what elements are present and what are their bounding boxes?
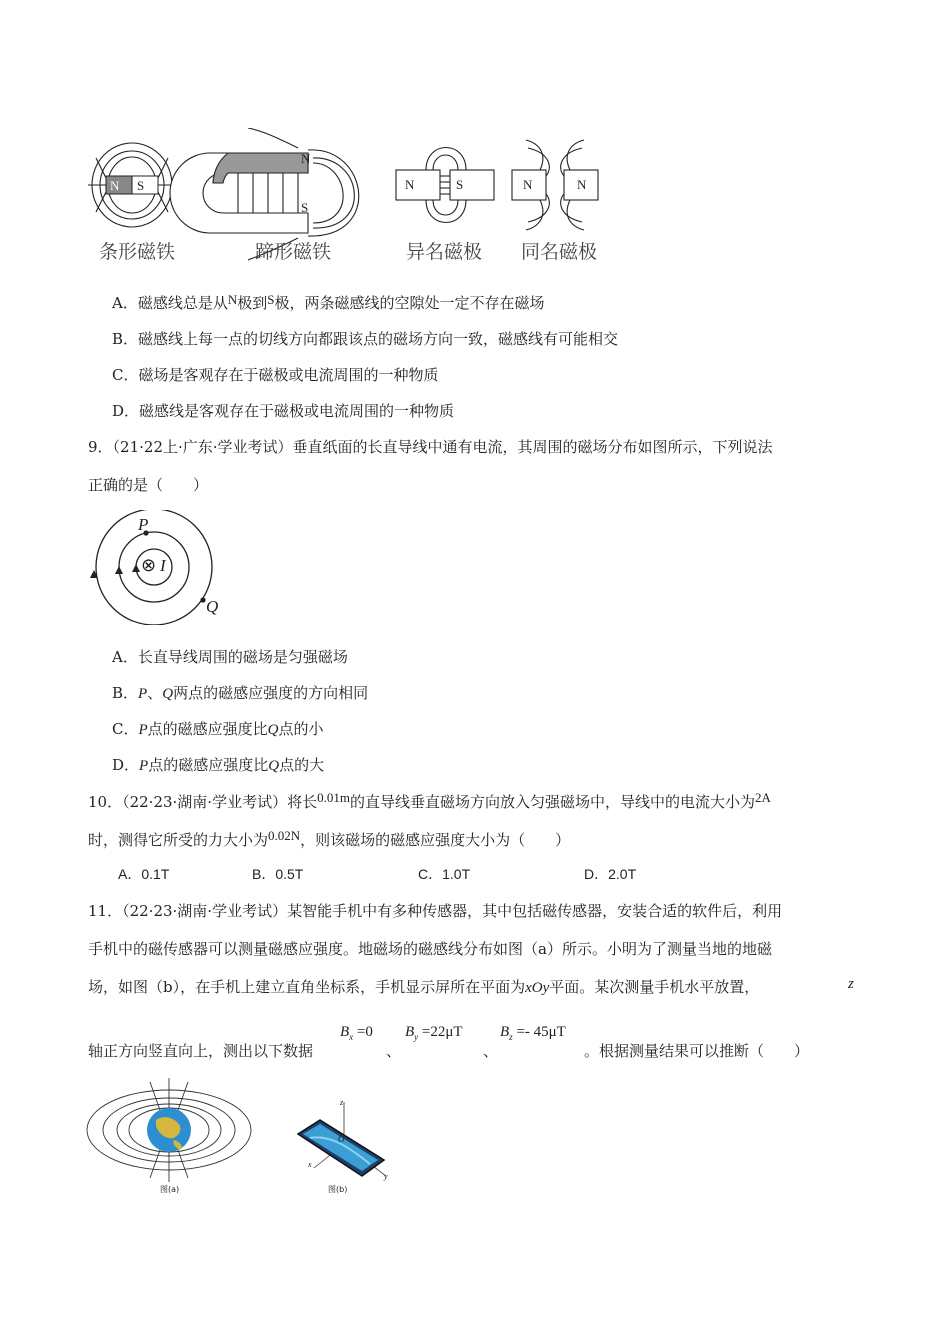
q9-option-d[interactable] [112,754,324,775]
unlike-n-label: N [405,177,415,192]
q10-option-a[interactable]: A．0.1T [118,866,170,882]
earth-magnetic-field-figure [84,1078,254,1188]
b-symbol: B [405,1024,415,1040]
option-letter: C． [112,366,139,384]
bar-magnet-s [132,176,158,194]
q10-length: 0.01m [317,790,350,805]
q9-option-b[interactable] [112,682,368,703]
subscript: y [414,1032,419,1042]
value: =22μT [418,1024,463,1040]
current-i-label: I [160,556,166,575]
q11-stem-line4-start: 轴正方向竖直向上，测出以下数据 [88,1042,314,1060]
q8-option-c[interactable] [112,364,439,385]
q10-text: 时，测得它所受的力大小为 [88,831,269,849]
var-p: P [138,686,148,702]
option-letter: A． [112,294,138,312]
option-letter: C． [112,720,139,738]
option-text: 极，两条磁感线的空隙处一定不存在磁场 [274,294,545,312]
subscript: z [509,1032,513,1042]
point-p-label: P [138,515,149,534]
caption-bar-magnet: 条形磁铁 [99,241,176,263]
q9-stem-line2: 正确的是（ ） [88,476,209,494]
var-q: Q [267,722,279,738]
point-q-label: Q [206,597,219,616]
option-letter: B． [112,330,139,348]
q10-stem-line1 [88,790,771,812]
option-text: 点的磁感应强度比 [147,720,268,738]
horseshoe-s-label: S [301,200,309,215]
q10-text: 的直导线垂直磁场方向放入匀强磁场中，导线中的电流大小为 [349,793,755,811]
separator: 、 [386,1042,402,1060]
formula-bx [340,1024,373,1042]
q8-option-a[interactable] [112,292,545,313]
unlike-s-label: S [456,177,464,192]
option-letter: A． [112,648,138,666]
option-letter: D． [112,756,140,774]
separator: 、 [483,1042,499,1060]
q10-option-d[interactable]: D．2.0T [584,866,637,882]
formula-bz [500,1024,566,1042]
formula-by [405,1024,463,1042]
caption-unlike-poles: 异名磁极 [406,241,483,263]
q9-option-c[interactable] [112,718,324,739]
var-p: P [139,758,149,774]
q10-stem-line2 [88,828,570,850]
q11-text: 平面。某次测量手机水平放置， [549,978,760,996]
q10-text: ，则该磁场的磁感应强度大小为（ ） [300,831,571,849]
value: =0 [353,1024,373,1040]
like-n-label-2: N [577,177,587,192]
like-n-label-1: N [523,177,533,192]
caption-horseshoe-magnet: 蹄形磁铁 [255,241,332,263]
q10-force: 0.02N [268,828,301,843]
value: =- 45μT [512,1024,566,1040]
option-text: 点的小 [278,720,324,738]
q10-current: 2A [754,790,771,805]
q8-option-d[interactable] [112,400,454,421]
bar-s-label: S [137,178,145,193]
figure-b-caption: 图(b) [328,1185,348,1194]
subscript: x [349,1032,354,1042]
xoy-plane: xOy [525,980,550,996]
q11-stem-line1: 11．（22·23·湖南·学业考试）某智能手机中有多种传感器，其中包括磁传感器，安装合适的软件后，利用 [88,902,783,920]
b-symbol: B [500,1024,510,1040]
option-text: 长直导线周围的磁场是匀强磁场 [137,648,348,666]
y-axis-label: y [384,1172,388,1181]
q11-stem-line3 [88,976,759,997]
s-pole-symbol: S [267,292,275,307]
bar-n-label: N [110,178,120,193]
horseshoe-n-label: N [301,151,311,166]
q11-stem-line2: 手机中的磁传感器可以测量磁感应强度。地磁场的磁感线分布如图（a）所示。小明为了测量当地的地磁 [88,940,772,958]
q10-option-b[interactable]: B．0.5T [252,866,304,882]
option-letter: D． [112,402,140,420]
q11-stem-line4-end: 。根据测量结果可以推断（ ） [584,1042,810,1060]
option-text: 点的大 [279,756,325,774]
q10-text: 10．（22·23·湖南·学业考试）将长 [88,793,318,811]
z-axis-label: z [340,1098,344,1107]
var-q: Q [268,758,280,774]
var-q: Q [162,686,174,702]
option-text: 磁感线总是从 [137,294,228,312]
option-letter: B． [112,684,139,702]
figure-a-caption: 图(a) [160,1185,180,1194]
q11-text: 场，如图（b），在手机上建立直角坐标系，手机显示屏所在平面为 [88,978,526,996]
current-into-page-icon: ⊗ [141,555,157,576]
option-text: 两点的磁感应强度的方向相同 [173,684,369,702]
caption-like-poles: 同名磁极 [521,241,598,263]
option-text: 磁场是客观存在于磁极或电流周围的一种物质 [138,366,439,384]
option-text: 、 [147,684,163,702]
q10-option-c[interactable]: C．1.0T [418,866,471,882]
option-text: 点的磁感应强度比 [148,756,269,774]
option-text: 极到 [237,294,268,312]
x-axis-label: x [308,1160,312,1169]
option-text: 磁感线上每一点的切线方向都跟该点的磁场方向一致，磁感线有可能相交 [138,330,619,348]
var-p: P [138,722,148,738]
origin-label: O [338,1134,345,1144]
z-axis-var: z [848,976,854,992]
q9-option-a[interactable] [112,646,348,667]
q9-stem-line1: 9．（21·22上·广东·学业考试）垂直纸面的长直导线中通有电流，其周围的磁场分布如图所示，下列说法 [88,438,773,456]
b-symbol: B [340,1024,350,1040]
option-text: 磁感线是客观存在于磁极或电流周围的一种物质 [139,402,455,420]
q8-option-b[interactable] [112,328,618,349]
n-pole-symbol: N [227,292,238,307]
